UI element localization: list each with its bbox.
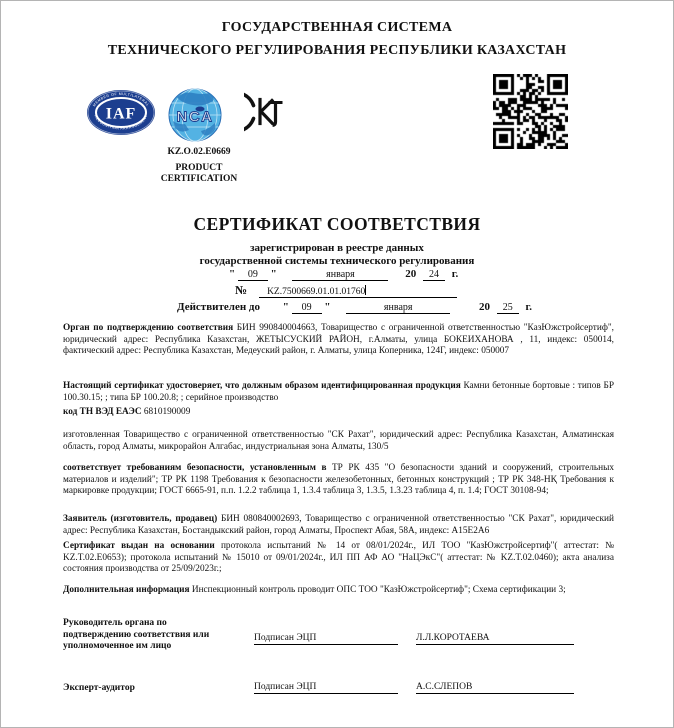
paragraph-product xyxy=(63,381,614,404)
state-system-heading-line2: ТЕХНИЧЕСКОГО РЕГУЛИРОВАНИЯ РЕСПУБЛИКИ КАЗАХСТАН xyxy=(107,43,567,58)
registration-date-line xyxy=(229,268,458,281)
close-quote: " xyxy=(270,268,277,280)
paragraph-text: БИН 990840004663, Товарищество с ограниченной ответственностью "КазЮжстройсертиф", юридический адрес: Республика Казахстан, ЖЕТЫСУСКИЙ РАЙОН, г.Алматы, улица БОКЕИХАНОВА , 11, индекс: 050014, фактический адрес: Республика Казахстан, Медеуский район, г. Алматы, улица Коперника, 124Г, индекс: 050007 xyxy=(63,323,614,357)
qr-code xyxy=(493,74,568,149)
valid-until-century: 20 xyxy=(478,301,490,313)
svg-text:IAF: IAF xyxy=(105,105,137,123)
svg-text:RECOGNITION ARRANGEMENT: RECOGNITION ARRANGEMENT xyxy=(93,114,149,131)
paragraph-lead: Настоящий сертификат удостоверяет, что должным образом идентифицированная продукция xyxy=(63,381,461,391)
product-certification-label xyxy=(129,163,269,184)
paragraph-text: Камни бетонные бортовые : типов БР 100.30.15; ; типа БР 100.20.8; ; серийное производство xyxy=(63,381,615,403)
certificate-number-field[interactable] xyxy=(259,285,457,298)
iaf-logo xyxy=(86,89,156,141)
paragraph-additional-info xyxy=(63,585,614,597)
product-certification-line1: PRODUCT xyxy=(175,163,223,173)
paragraph-text: Инспекционный контроль проводит ОПС ТОО "КазЮжстройсертиф"; Схема сертификации 3; xyxy=(189,585,566,595)
svg-text:MEMBER OF MULTILATERAL: MEMBER OF MULTILATERAL xyxy=(92,91,150,108)
paragraph-lead: Орган по подтверждению соответствия xyxy=(63,323,234,333)
close-quote: " xyxy=(324,301,331,313)
registration-month: января xyxy=(292,269,388,281)
valid-until-year: 25 xyxy=(497,302,519,314)
registration-year: 24 xyxy=(423,269,445,281)
text-cursor xyxy=(365,285,366,295)
registered-intro-line2: государственной системы технического регулирования xyxy=(199,255,475,267)
valid-until-year-suffix: г. xyxy=(525,301,532,313)
number-label: № xyxy=(235,283,248,297)
valid-until-month: января xyxy=(346,302,450,314)
paragraph-text: 6810190009 xyxy=(141,407,191,417)
paragraph-applicant xyxy=(63,514,614,537)
product-certification-line2: CERTIFICATION xyxy=(160,173,238,184)
paragraph-lead: Дополнительная информация xyxy=(63,585,190,595)
nca-logo xyxy=(167,87,223,148)
paragraph-lead: Сертификат выдан на основании xyxy=(63,541,215,551)
signatory-name-2: А.С.СЛЕПОВ xyxy=(416,682,574,694)
state-system-heading-line1: ГОСУДАРСТВЕННАЯ СИСТЕМА xyxy=(221,20,453,35)
svg-text:NCA: NCA xyxy=(176,108,214,126)
certificate-title: СЕРТИФИКАТ СООТВЕТСТВИЯ xyxy=(193,214,481,234)
expert-auditor-label: Эксперт-аудитор xyxy=(63,683,135,693)
signatory-name-1: Л.Л.КОРОТАЕВА xyxy=(416,633,574,645)
paragraph-tnved-code xyxy=(63,407,614,419)
paragraph-lead: Заявитель (изготовитель, продавец) xyxy=(63,514,218,524)
certificate-number: KZ.7500669.01.01.01760 xyxy=(267,287,366,297)
paragraph-certification-body xyxy=(63,323,614,358)
accreditation-code: KZ.O.02.E0669 xyxy=(167,147,231,157)
paragraph-lead: код ТН ВЭД ЕАЭС xyxy=(63,407,142,417)
open-quote: " xyxy=(229,268,236,280)
open-quote: " xyxy=(282,301,289,313)
registration-year-suffix: г. xyxy=(451,268,459,280)
paragraph-text: изготовленная Товарищество с ограниченной ответственностью "СК Рахат", юридический адрес: Республика Казахстан, Алматинская область, город Алматы, микрорайон Алгабас, индустриальная зона Алматы, 130/5 xyxy=(63,430,614,452)
registration-day: 09 xyxy=(238,269,268,281)
valid-until-day: 09 xyxy=(292,302,322,314)
paragraph-text: ТР РК 435 "О безопасности зданий и сооружений, строительных материалов и изделий"; ТР РК 1198 Требования к безопасности железобетонных, бетонных конструкций ; ТР РК 348-НҚ Требования к маркировке продукции; ГОСТ 6665-91, п.п. 1.2.2 таблица 1, 1.3.4 таблица 3, 1.3.5, 1.3.23 таблица 4, п. 1.4; ГОСТ 30108-94; xyxy=(63,463,614,497)
paragraph-manufacturer xyxy=(63,430,614,453)
certificate-number-line xyxy=(235,283,457,298)
valid-until-line xyxy=(177,301,532,314)
paragraph-lead: соответствует требованиям безопасности, установленным в xyxy=(63,463,327,473)
signature-method-2: Подписан ЭЦП xyxy=(254,682,398,694)
head-of-body-label: Руководитель органа по подтверждению соответствия или уполномоченное им лицо xyxy=(63,618,210,651)
paragraph-text: протокола испытаний № 14 от 08/01/2024г., ИЛ ТОО "КазЮжстройсертиф"( аттестат: № KZ.T.02.E0653); протокола испытаний № 15010 от 09/01/2024г., ИЛ ПП АФ АО "НаЦЭкС"( аттестат: № KZ.T.02.0460); акта анализа состояния производства от 25/09/2023г.; xyxy=(63,541,614,575)
paragraph-requirements xyxy=(63,463,614,498)
paragraph-basis xyxy=(63,541,614,576)
registered-intro-line1: зарегистрирован в реестре данных xyxy=(250,242,424,254)
valid-until-label: Действителен до xyxy=(177,301,260,313)
signature-method-1: Подписан ЭЦП xyxy=(254,633,398,645)
registration-century: 20 xyxy=(405,268,417,280)
paragraph-text: БИН 080840002693, Товарищество с ограниченной ответственностью "СК Рахат", юридический адрес: Республика Казахстан, Бостандыкский район, город Алматы, Проспект Абая, 58А, индекс: А15Е2А6 xyxy=(63,514,614,536)
kt-mark-icon xyxy=(244,85,294,144)
